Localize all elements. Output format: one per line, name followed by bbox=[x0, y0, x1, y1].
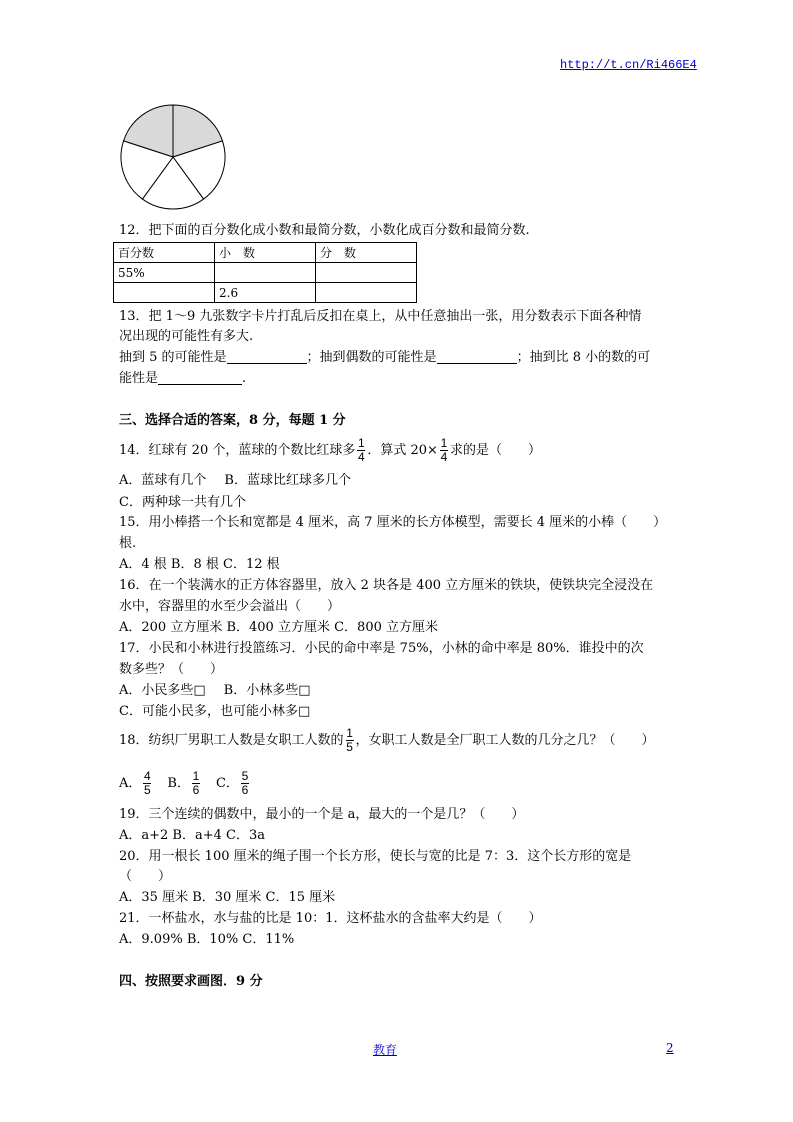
question-21: 21．一杯盐水，水与盐的比是 10：1．这杯盐水的含盐率大约是（ ） bbox=[119, 911, 542, 926]
page-number: 2 bbox=[666, 1041, 674, 1055]
table-header: 分 数 bbox=[316, 243, 417, 263]
table-cell[interactable] bbox=[316, 283, 417, 303]
q14-text-b: ．算式 20× bbox=[367, 443, 438, 458]
question-20-line1: 20．用一根长 100 厘米的绳子围一个长方形，使长与宽的比是 7：3．这个长方形的宽是 bbox=[119, 849, 632, 864]
table-cell: 55% bbox=[114, 263, 215, 283]
option-label: A． bbox=[119, 776, 142, 791]
q14-text-c: 求的是（ ） bbox=[449, 443, 541, 458]
option-b[interactable] bbox=[167, 769, 202, 797]
table-header: 百分数 bbox=[114, 243, 215, 263]
frac-num: 1 bbox=[346, 726, 353, 740]
table-row bbox=[114, 283, 417, 303]
table-header: 小 数 bbox=[215, 243, 316, 263]
question-13-blanks bbox=[119, 349, 650, 367]
answer-blank[interactable] bbox=[158, 370, 242, 385]
q15-options[interactable]: A．4 根 B．8 根 C．12 根 bbox=[119, 557, 280, 572]
q21-options[interactable]: A．9.09% B．10% C．11% bbox=[119, 932, 295, 947]
option-b[interactable]: B．小林多些□ bbox=[223, 683, 311, 698]
frac-den: 6 bbox=[241, 783, 249, 797]
table-cell[interactable] bbox=[316, 263, 417, 283]
q16-options[interactable]: A．200 立方厘米 B．400 立方厘米 C．800 立方厘米 bbox=[119, 620, 438, 635]
question-13-line1: 13．把 1～9 九张数字卡片打乱后反扣在桌上，从中任意抽出一张，用分数表示下面各种情 bbox=[119, 309, 642, 324]
question-13-blanks-2 bbox=[119, 370, 246, 388]
frac-den: 4 bbox=[358, 450, 365, 464]
frac-den: 4 bbox=[440, 450, 448, 464]
frac-den: 5 bbox=[346, 740, 353, 754]
question-16-line2: 水中，容器里的水至少会溢出（ ） bbox=[119, 599, 341, 614]
q18-text-a: 18．纺织厂男职工人数是女职工人数的 bbox=[119, 733, 344, 748]
footer-link[interactable]: 教育 bbox=[373, 1043, 398, 1057]
pie-chart-figure bbox=[118, 102, 228, 212]
q13-prompt-3: ；抽到比 8 小的数的可 bbox=[516, 350, 651, 365]
q13-prompt-1: 抽到 5 的可能性是 bbox=[119, 350, 227, 365]
q17-options-ab bbox=[119, 682, 311, 700]
question-19: 19．三个连续的偶数中，最小的一个是 a，最大的一个是几？（ ） bbox=[119, 807, 525, 822]
question-18 bbox=[119, 727, 655, 755]
frac-den: 6 bbox=[192, 783, 200, 797]
fraction-one-quarter bbox=[440, 437, 448, 464]
frac-num: 1 bbox=[358, 436, 365, 450]
table-cell: 2.6 bbox=[215, 283, 316, 303]
fraction-one-fifth bbox=[346, 727, 354, 754]
frac-num: 1 bbox=[440, 436, 448, 450]
fraction-one-quarter bbox=[357, 437, 365, 464]
question-20-line2: （ ） bbox=[119, 869, 172, 884]
question-17-line1: 17．小民和小林进行投篮练习．小民的命中率是 75%，小林的命中率是 80%．谁投中的次 bbox=[119, 641, 644, 656]
option-c[interactable]: C．两种球一共有几个 bbox=[119, 495, 246, 510]
answer-blank[interactable] bbox=[227, 349, 307, 364]
question-15-line1: 15．用小棒搭一个长和宽都是 4 厘米，高 7 厘米的长方体模型，需要长 4 厘米的小棒（ ） bbox=[119, 515, 667, 530]
frac-den: 5 bbox=[144, 783, 151, 797]
section-4-title: 四、按照要求画图．9 分 bbox=[119, 974, 263, 989]
q13-prompt-5: . bbox=[242, 371, 247, 386]
frac-num: 1 bbox=[192, 769, 200, 783]
option-a[interactable]: A．蓝球有几个 bbox=[119, 473, 207, 488]
q18-options bbox=[119, 770, 251, 798]
q13-prompt-2: ；抽到偶数的可能性是 bbox=[306, 350, 437, 365]
question-12: 12．把下面的百分数化成小数和最简分数，小数化成百分数和最简分数. bbox=[119, 223, 530, 238]
q13-prompt-4: 能性是 bbox=[119, 371, 159, 386]
table-header-row bbox=[114, 243, 417, 263]
table-cell[interactable] bbox=[215, 263, 316, 283]
q19-options[interactable]: A．a+2 B．a+4 C．3a bbox=[119, 828, 266, 843]
q14-text-a: 14．红球有 20 个，蓝球的个数比红球多 bbox=[119, 443, 356, 458]
option-b[interactable]: B．蓝球比红球多几个 bbox=[224, 473, 351, 488]
question-15-line2: 根. bbox=[119, 536, 137, 551]
header-link[interactable]: http://t.cn/Ri466E4 bbox=[560, 58, 697, 72]
option-label: C． bbox=[215, 776, 239, 791]
conversion-table bbox=[113, 242, 417, 303]
option-label: B． bbox=[167, 776, 190, 791]
answer-blank[interactable] bbox=[437, 349, 517, 364]
section-3-title: 三、选择合适的答案，8 分，每题 1 分 bbox=[119, 413, 346, 428]
question-14 bbox=[119, 437, 541, 465]
option-c[interactable] bbox=[215, 769, 251, 797]
table-row bbox=[114, 263, 417, 283]
option-c[interactable]: C．可能小民多，也可能小林多□ bbox=[119, 704, 311, 719]
frac-num: 4 bbox=[144, 769, 151, 783]
question-13-line2: 况出现的可能性有多大. bbox=[119, 329, 254, 344]
q20-options[interactable]: A．35 厘米 B．30 厘米 C．15 厘米 bbox=[119, 890, 336, 905]
question-16-line1: 16．在一个装满水的正方体容器里，放入 2 块各是 400 立方厘米的铁块，使铁块完全浸没在 bbox=[119, 578, 654, 593]
question-17-line2: 数多些？（ ） bbox=[119, 662, 224, 677]
table-cell[interactable] bbox=[114, 283, 215, 303]
option-a[interactable]: A．小民多些□ bbox=[119, 683, 206, 698]
frac-num: 5 bbox=[241, 769, 249, 783]
q18-text-b: ，女职工人数是全厂职工人数的几分之几？（ ） bbox=[355, 733, 655, 748]
q14-options-ab bbox=[119, 472, 351, 490]
option-a[interactable] bbox=[119, 769, 153, 797]
